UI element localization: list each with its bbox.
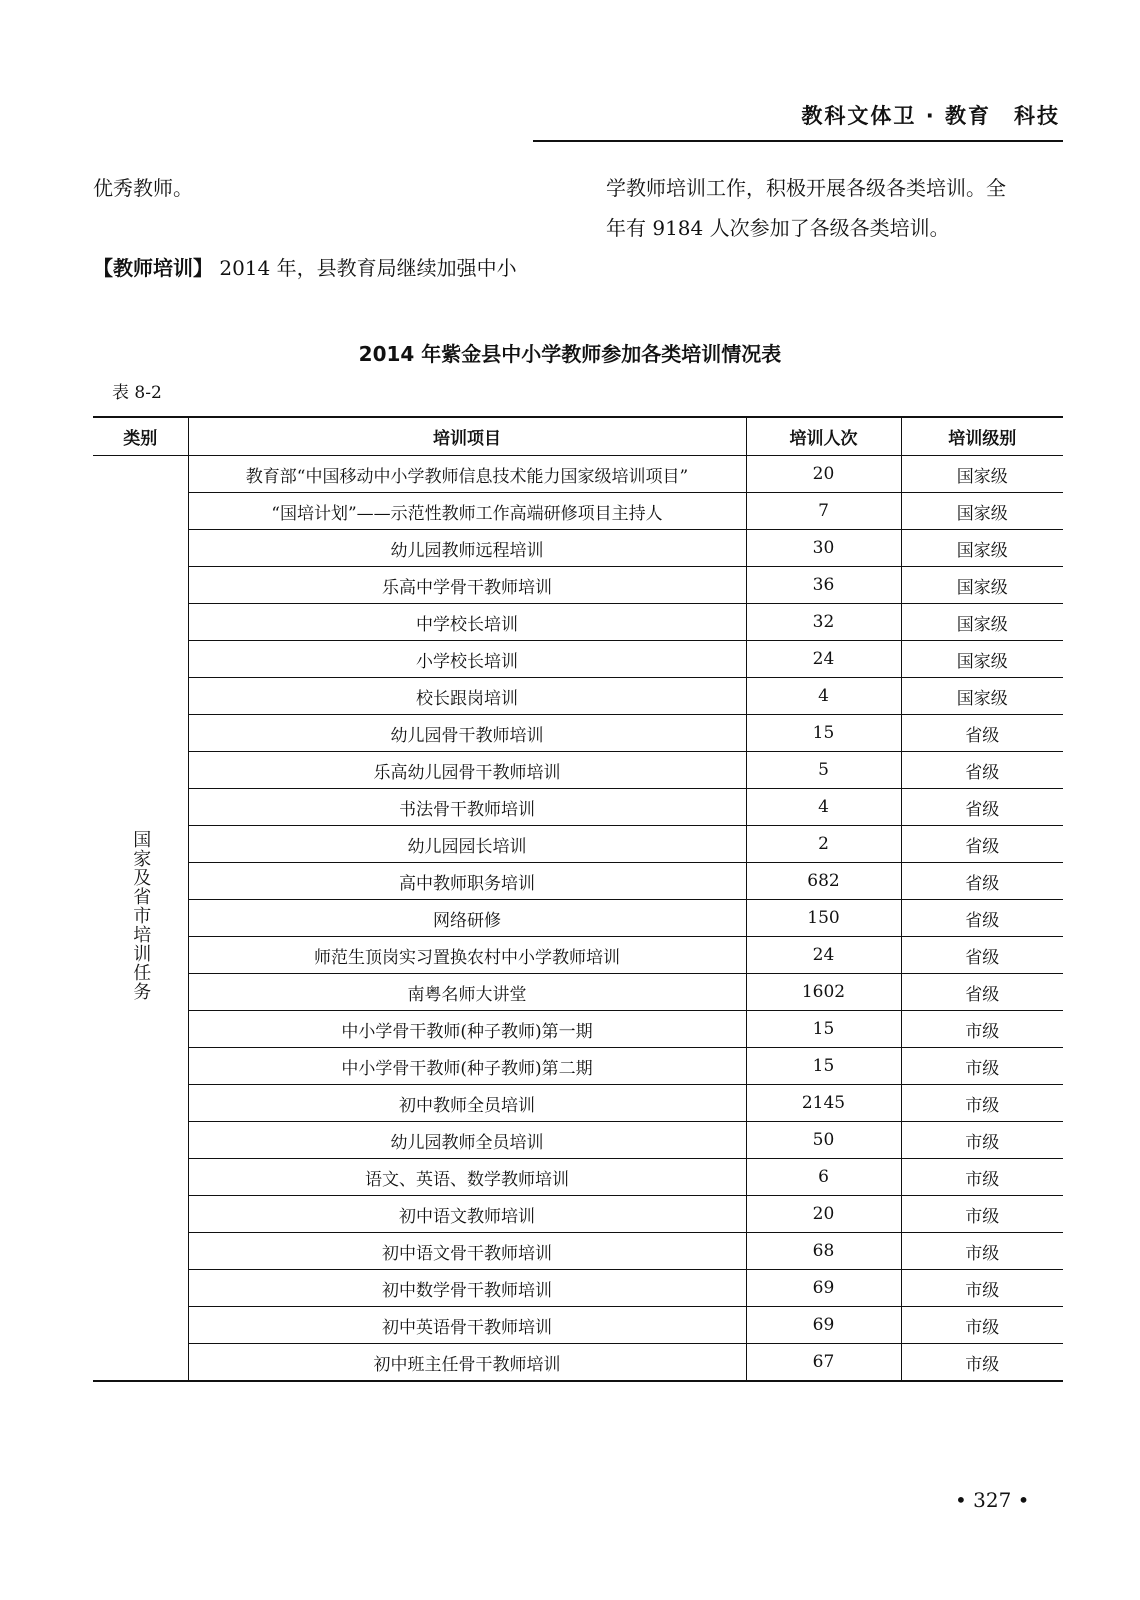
header-category: 类别 bbox=[93, 417, 188, 456]
table-number: 表 8-2 bbox=[112, 383, 162, 403]
table-row bbox=[93, 974, 1063, 1011]
training-item-cell: 初中语文骨干教师培训 bbox=[188, 1233, 746, 1270]
table-row bbox=[93, 678, 1063, 715]
training-level-cell: 市级 bbox=[901, 1011, 1063, 1048]
training-count-cell: 6 bbox=[746, 1159, 901, 1196]
table-row bbox=[93, 1085, 1063, 1122]
training-item-cell: 高中教师职务培训 bbox=[188, 863, 746, 900]
training-count-cell: 7 bbox=[746, 493, 901, 530]
training-level-cell: 市级 bbox=[901, 1270, 1063, 1307]
table-title: 2014 年紫金县中小学教师参加各类培训情况表 bbox=[358, 342, 782, 366]
right-text-line-1: 学教师培训工作，积极开展各级各类培训。全 bbox=[606, 176, 1006, 200]
training-item-cell: 师范生顶岗实习置换农村中小学教师培训 bbox=[188, 937, 746, 974]
training-item-cell: 教育部“中国移动中小学教师信息技术能力国家级培训项目” bbox=[188, 456, 746, 493]
training-item-cell: 语文、英语、数学教师培训 bbox=[188, 1159, 746, 1196]
table-row bbox=[93, 1196, 1063, 1233]
header-rule bbox=[533, 140, 1063, 142]
training-item-cell: 中小学骨干教师(种子教师)第一期 bbox=[188, 1011, 746, 1048]
training-item-cell: 初中数学骨干教师培训 bbox=[188, 1270, 746, 1307]
training-count-cell: 15 bbox=[746, 1011, 901, 1048]
training-item-cell: 幼儿园骨干教师培训 bbox=[188, 715, 746, 752]
training-level-cell: 省级 bbox=[901, 826, 1063, 863]
table-row bbox=[93, 789, 1063, 826]
training-level-cell: 国家级 bbox=[901, 530, 1063, 567]
training-level-cell: 省级 bbox=[901, 974, 1063, 1011]
table-row bbox=[93, 1048, 1063, 1085]
table-row bbox=[93, 604, 1063, 641]
training-level-cell: 国家级 bbox=[901, 493, 1063, 530]
table-row bbox=[93, 530, 1063, 567]
table-row bbox=[93, 715, 1063, 752]
page-number: • 327 • bbox=[955, 1488, 1030, 1512]
header-count: 培训人次 bbox=[746, 417, 901, 456]
training-level-cell: 国家级 bbox=[901, 567, 1063, 604]
training-count-cell: 2 bbox=[746, 826, 901, 863]
training-count-cell: 67 bbox=[746, 1344, 901, 1382]
training-level-cell: 市级 bbox=[901, 1307, 1063, 1344]
training-item-cell: 书法骨干教师培训 bbox=[188, 789, 746, 826]
training-count-cell: 24 bbox=[746, 641, 901, 678]
training-level-cell: 市级 bbox=[901, 1122, 1063, 1159]
training-item-cell: 小学校长培训 bbox=[188, 641, 746, 678]
right-text-line-2: 年有 9184 人次参加了各级各类培训。 bbox=[606, 216, 950, 240]
training-count-cell: 69 bbox=[746, 1307, 901, 1344]
training-count-cell: 36 bbox=[746, 567, 901, 604]
training-item-cell: 乐高中学骨干教师培训 bbox=[188, 567, 746, 604]
table-header-row bbox=[93, 417, 1063, 456]
training-item-cell: 初中教师全员培训 bbox=[188, 1085, 746, 1122]
teacher-training-heading: 【教师培训】 bbox=[93, 256, 213, 280]
left-text-line-2-body: 2014 年，县教育局继续加强中小 bbox=[213, 256, 517, 280]
training-count-cell: 15 bbox=[746, 1048, 901, 1085]
table-row bbox=[93, 1011, 1063, 1048]
training-level-cell: 市级 bbox=[901, 1085, 1063, 1122]
table-row bbox=[93, 1270, 1063, 1307]
table-row bbox=[93, 567, 1063, 604]
table-row bbox=[93, 1233, 1063, 1270]
training-level-cell: 国家级 bbox=[901, 456, 1063, 493]
training-count-cell: 20 bbox=[746, 1196, 901, 1233]
training-count-cell: 2145 bbox=[746, 1085, 901, 1122]
training-item-cell: 幼儿园园长培训 bbox=[188, 826, 746, 863]
table-row bbox=[93, 456, 1063, 493]
category-cell bbox=[93, 456, 188, 1382]
training-item-cell: “国培计划”——示范性教师工作高端研修项目主持人 bbox=[188, 493, 746, 530]
training-item-cell: 中小学骨干教师(种子教师)第二期 bbox=[188, 1048, 746, 1085]
header-level: 培训级别 bbox=[901, 417, 1063, 456]
table-row bbox=[93, 1122, 1063, 1159]
left-text-line-2 bbox=[93, 248, 517, 288]
category-label: 国家及省市培训任务 bbox=[130, 830, 152, 1001]
training-count-cell: 150 bbox=[746, 900, 901, 937]
training-level-cell: 省级 bbox=[901, 863, 1063, 900]
training-count-cell: 50 bbox=[746, 1122, 901, 1159]
training-count-cell: 69 bbox=[746, 1270, 901, 1307]
training-level-cell: 市级 bbox=[901, 1344, 1063, 1382]
table-row bbox=[93, 1159, 1063, 1196]
training-count-cell: 32 bbox=[746, 604, 901, 641]
training-count-cell: 30 bbox=[746, 530, 901, 567]
table-row bbox=[93, 493, 1063, 530]
training-item-cell: 幼儿园教师远程培训 bbox=[188, 530, 746, 567]
training-count-cell: 5 bbox=[746, 752, 901, 789]
training-level-cell: 市级 bbox=[901, 1048, 1063, 1085]
training-level-cell: 省级 bbox=[901, 752, 1063, 789]
table-row bbox=[93, 641, 1063, 678]
training-item-cell: 初中语文教师培训 bbox=[188, 1196, 746, 1233]
training-level-cell: 国家级 bbox=[901, 641, 1063, 678]
left-text-line-1: 优秀教师。 bbox=[93, 176, 193, 200]
table-row bbox=[93, 1344, 1063, 1382]
table-body bbox=[93, 456, 1063, 1382]
training-count-cell: 1602 bbox=[746, 974, 901, 1011]
training-level-cell: 省级 bbox=[901, 789, 1063, 826]
training-count-cell: 682 bbox=[746, 863, 901, 900]
table-row bbox=[93, 752, 1063, 789]
training-level-cell: 市级 bbox=[901, 1233, 1063, 1270]
table-row bbox=[93, 863, 1063, 900]
training-item-cell: 初中英语骨干教师培训 bbox=[188, 1307, 746, 1344]
training-count-cell: 20 bbox=[746, 456, 901, 493]
training-level-cell: 市级 bbox=[901, 1196, 1063, 1233]
training-count-cell: 4 bbox=[746, 678, 901, 715]
training-level-cell: 市级 bbox=[901, 1159, 1063, 1196]
training-level-cell: 省级 bbox=[901, 937, 1063, 974]
table-row bbox=[93, 1307, 1063, 1344]
training-item-cell: 中学校长培训 bbox=[188, 604, 746, 641]
training-count-cell: 15 bbox=[746, 715, 901, 752]
training-level-cell: 省级 bbox=[901, 900, 1063, 937]
table-row bbox=[93, 900, 1063, 937]
training-level-cell: 省级 bbox=[901, 715, 1063, 752]
training-count-cell: 24 bbox=[746, 937, 901, 974]
training-count-cell: 68 bbox=[746, 1233, 901, 1270]
training-item-cell: 幼儿园教师全员培训 bbox=[188, 1122, 746, 1159]
training-count-cell: 4 bbox=[746, 789, 901, 826]
table-row bbox=[93, 826, 1063, 863]
training-item-cell: 乐高幼儿园骨干教师培训 bbox=[188, 752, 746, 789]
header-item: 培训项目 bbox=[188, 417, 746, 456]
training-item-cell: 初中班主任骨干教师培训 bbox=[188, 1344, 746, 1382]
training-table bbox=[93, 416, 1063, 1382]
training-item-cell: 南粤名师大讲堂 bbox=[188, 974, 746, 1011]
training-level-cell: 国家级 bbox=[901, 604, 1063, 641]
table-row bbox=[93, 937, 1063, 974]
training-item-cell: 网络研修 bbox=[188, 900, 746, 937]
training-item-cell: 校长跟岗培训 bbox=[188, 678, 746, 715]
section-header: 教科文体卫 · 教育 科技 bbox=[801, 104, 1060, 128]
training-level-cell: 国家级 bbox=[901, 678, 1063, 715]
